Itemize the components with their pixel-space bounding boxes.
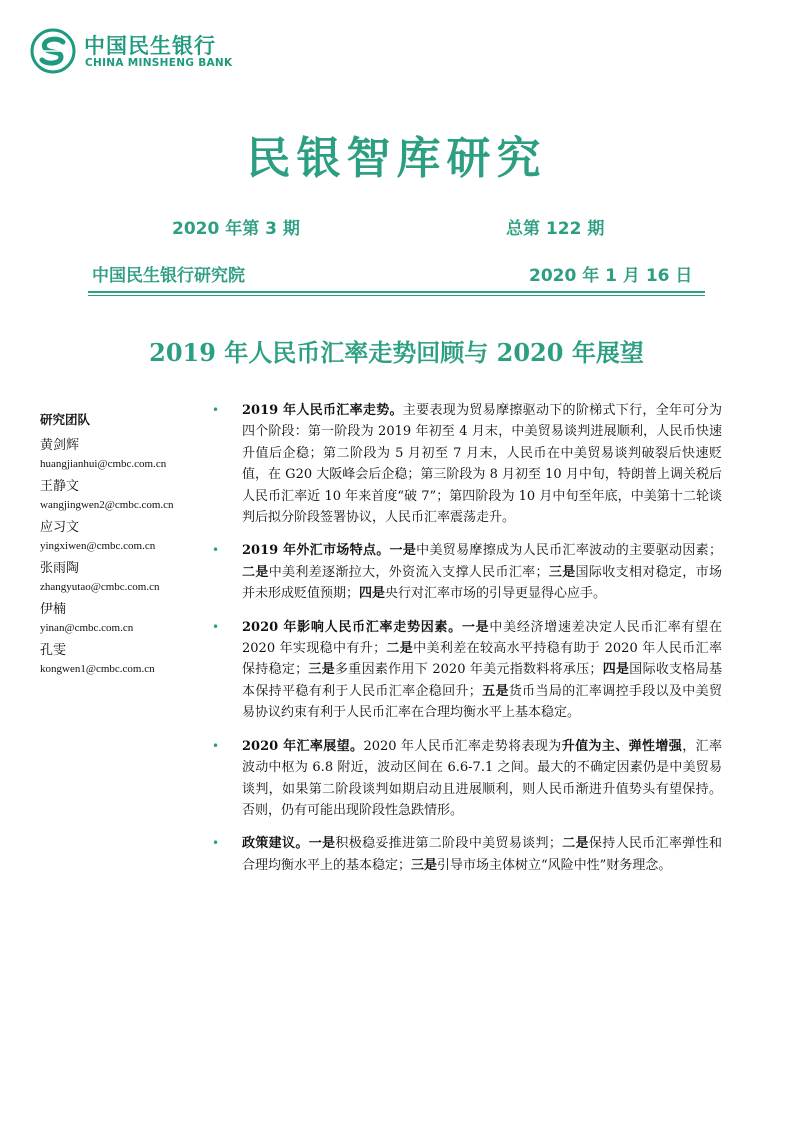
bullet-text <box>242 617 722 724</box>
team-member-name: 孔雯 <box>40 643 67 658</box>
masthead-title: 民银智库研究 <box>246 133 547 184</box>
team-member-email[interactable]: zhangyutao@cmbc.com.cn <box>40 581 160 593</box>
bullet-emphasis: 一是 <box>389 543 417 559</box>
bullet-segment: 中美贸易摩擦成为人民币汇率波动的主要驱动因素； <box>416 543 722 559</box>
bullet-emphasis: 二是 <box>561 836 589 852</box>
bullet-emphasis: 四是 <box>602 662 630 678</box>
bullet-segment: 央行对汇率市场的引导更显得心应手。 <box>385 586 607 602</box>
bank-name-cn: 中国民生银行 <box>84 34 216 58</box>
team-member-list <box>40 436 200 682</box>
summary-bullet <box>212 833 722 876</box>
bullet-text <box>242 833 722 876</box>
bullet-dot-icon: • <box>212 619 220 634</box>
bullet-segment: 中美利差在较高水平持稳有助于 2020 年人民币汇率保持稳定； <box>242 641 722 678</box>
bullet-emphasis: 2019 年人民币汇率走势。 <box>242 403 403 418</box>
bullet-text <box>242 540 722 604</box>
bullet-emphasis: 五是 <box>481 683 509 699</box>
bullet-emphasis: 2019 年外汇市场特点。 <box>242 543 390 559</box>
research-team <box>40 410 200 682</box>
bullet-segment: 国际收支相对稳定，市场并未形成贬值预期； <box>242 564 722 602</box>
bullet-segment: 国际收支格局基本保持平稳有利于人民币汇率企稳回升； <box>242 662 722 699</box>
bullet-segment: 保持人民币汇率弹性和合理均衡水平上的基本稳定； <box>242 836 722 873</box>
team-member-email[interactable]: huangjianhui@cmbc.com.cn <box>40 458 167 470</box>
bullet-emphasis: 一是 <box>308 836 336 852</box>
summary-bullet <box>212 617 722 724</box>
bullet-emphasis: 四是 <box>359 586 386 602</box>
bullet-dot-icon: • <box>212 403 220 417</box>
bullet-emphasis: 三是 <box>411 857 438 873</box>
team-member-name: 伊楠 <box>40 602 67 617</box>
bullet-text <box>242 736 722 822</box>
summary-bullet <box>212 736 722 822</box>
bullet-segment: 货币当局的汇率调控手段以及中美贸易协议约束有利于人民币汇率在合理均衡水平上基本稳定。 <box>242 683 722 721</box>
minsheng-logo-icon <box>30 28 76 74</box>
issue-total: 总第 122 期 <box>506 219 605 239</box>
bullet-emphasis: 三是 <box>548 564 576 580</box>
team-member-email[interactable]: kongwen1@cmbc.com.cn <box>40 663 155 675</box>
report-title: 2019 年人民币汇率走势回顾与 2020 年展望 <box>149 338 644 367</box>
bullet-emphasis: 升值为主、弹性增强 <box>561 738 683 754</box>
institute-name: 中国民生银行研究院 <box>92 266 245 286</box>
bullet-emphasis: 二是 <box>242 564 269 580</box>
bullet-segment: 积极稳妥推进第二阶段中美贸易谈判； <box>335 836 562 852</box>
issue-number: 2020 年第 3 期 <box>172 219 300 239</box>
bullet-segment: 中美利差逐渐拉大，外资流入支撑人民币汇率； <box>268 564 549 580</box>
team-member-email[interactable]: yinan@cmbc.com.cn <box>40 622 134 634</box>
bullet-emphasis: 三是 <box>308 662 335 678</box>
header-rule-thin <box>88 295 705 296</box>
bullet-dot-icon: • <box>212 836 220 851</box>
team-heading: 研究团队 <box>40 412 91 427</box>
bullet-text <box>242 400 722 528</box>
bullet-dot-icon: • <box>212 738 220 753</box>
bullet-segment: ，汇率波动中枢为 6.8 附近，波动区间在 6.6-7.1 之间。最大的不确定因素仍是中美贸易谈判，如果第二阶段谈判如期启动且进展顺利，则人民币渐进升值势头有望保持。否则，仍有可能出现阶段性急跌情形。 <box>242 738 722 818</box>
bullet-emphasis: 一是 <box>461 619 490 635</box>
header-rule <box>88 291 705 293</box>
bank-logo <box>30 28 270 74</box>
bullet-emphasis: 2020 年影响人民币汇率走势因素。 <box>242 619 462 635</box>
bullet-segment: 中美经济增速差决定人民币汇率有望在 2020 年实现稳中有升； <box>242 619 722 657</box>
bullet-emphasis: 2020 年汇率展望。 <box>242 738 364 754</box>
team-member-email[interactable]: yingxiwen@cmbc.com.cn <box>40 540 156 552</box>
bullet-emphasis: 政策建议。 <box>242 836 309 852</box>
summary-bullet <box>212 400 722 528</box>
team-member-name: 应习文 <box>40 520 80 535</box>
bullet-segment: 引导市场主体树立“风险中性”财务理念。 <box>437 857 672 873</box>
team-member-name: 黄剑辉 <box>40 438 80 453</box>
bullet-segment: 2020 年人民币汇率走势将表现为 <box>363 738 562 754</box>
summary-bullets <box>212 400 722 888</box>
publish-date: 2020 年 1 月 16 日 <box>529 266 693 286</box>
bullet-emphasis: 二是 <box>386 641 414 657</box>
bullet-dot-icon: • <box>212 543 220 558</box>
bullet-segment: 多重因素作用下 2020 年美元指数料将承压； <box>335 662 603 678</box>
bullet-segment: 主要表现为贸易摩擦驱动下的阶梯式下行，全年可分为四个阶段：第一阶段为 2019 年初至 4 月末，中美贸易谈判进展顺利，人民币快速升值后企稳；第二阶段为 5 月初至 7 月末，人民币在中美贸易谈判破裂后快速贬值，在 G20 大阪峰会后企稳；第三阶段为 8 月初至 10 月中旬，特朗普上调关税后人民币汇率近 10 年来首度“破 7”；第四阶段为 10 月中旬至年底，中美第十二轮谈判后拟分阶段签署协议，人民币汇率震荡走升。 <box>242 403 722 526</box>
team-member-name: 张雨陶 <box>40 561 80 576</box>
team-member-email[interactable]: wangjingwen2@cmbc.com.cn <box>40 499 174 511</box>
team-member-name: 王静文 <box>40 479 80 494</box>
bank-name-en: CHINA MINSHENG BANK <box>85 57 233 69</box>
summary-bullet <box>212 540 722 604</box>
